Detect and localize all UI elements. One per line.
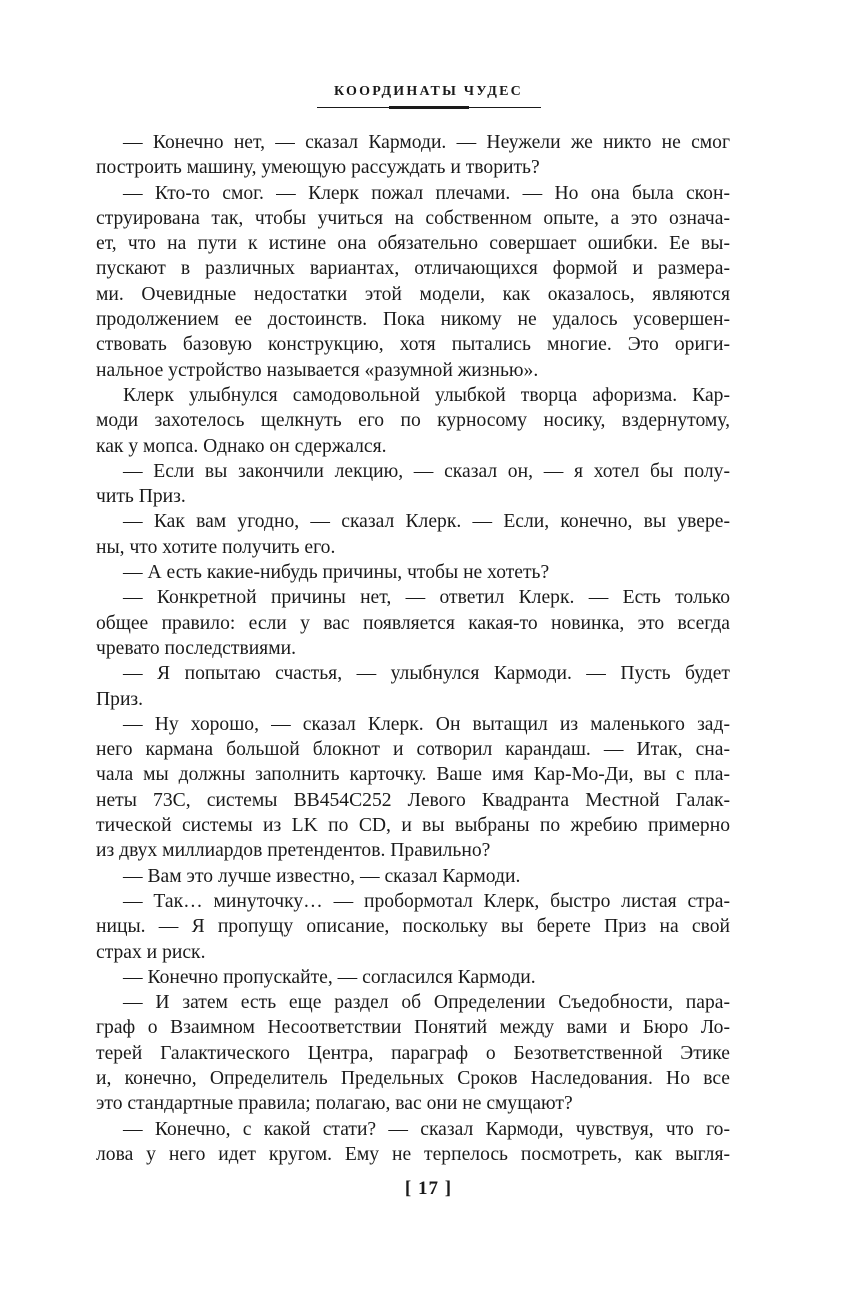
text-line: — Кто-то смог. — Клерк пожал плечами. — Но она была скон- — [123, 182, 730, 204]
text-line: из двух миллиардов претендентов. Правильно? — [96, 840, 491, 862]
text-line: ми. Очевидные недостатки этой модели, как оказалось, являются — [96, 283, 730, 305]
page-number: [ 17 ] — [404, 1178, 453, 1199]
text-line: моди захотелось щелкнуть его по курносому носику, вздернутому, — [96, 410, 730, 432]
running-head-rule-mark — [389, 106, 469, 109]
text-line: него кармана большой блокнот и сотворил карандаш. — Итак, сна- — [96, 739, 730, 761]
text-line: чала мы должны заполнить карточку. Ваше имя Кар-Мо-Ди, вы с пла- — [96, 764, 730, 786]
text-line: терей Галактического Центра, параграф о Безответственной Этике — [96, 1042, 730, 1064]
text-line: пускают в различных вариантах, отличающихся формой и размера- — [96, 258, 730, 280]
text-line: неты 73С, системы ВВ454С252 Левого Квадранта Местной Галак- — [96, 789, 730, 811]
text-line: построить машину, умеющую рассуждать и творить? — [96, 157, 540, 179]
text-line: — Если вы закончили лекцию, — сказал он, — я хотел бы полу- — [123, 460, 730, 482]
text-line: это стандартные правила; полагаю, вас они не смущают? — [96, 1093, 573, 1115]
text-line: и, конечно, Определитель Предельных Сроков Наследования. Но все — [96, 1067, 730, 1089]
text-line: чить Приз. — [96, 486, 186, 508]
text-line: — Конечно пропускайте, — согласился Кармоди. — [123, 966, 536, 988]
text-line: — Конечно, с какой стати? — сказал Кармоди, чувствуя, что го- — [123, 1118, 730, 1140]
text-line: Приз. — [96, 688, 144, 710]
text-line: струирована так, чтобы учиться на собственном опыте, а это означа- — [96, 207, 730, 229]
text-line: — Я попытаю счастья, — улыбнулся Кармоди. — Пусть будет — [123, 663, 730, 685]
text-line: ет, что на пути к истине она обязательно совершает ошибки. Ее вы- — [96, 233, 730, 255]
running-head — [0, 82, 857, 108]
text-line: — Конкретной причины нет, — ответил Клерк. — Есть только — [123, 587, 730, 609]
text-line: ны, что хотите получить его. — [96, 536, 336, 558]
text-line: граф о Взаимном Несоответствии Понятий между вами и Бюро Ло- — [96, 1017, 730, 1039]
text-line: — Так… минуточку… — пробормотал Клерк, быстро листая стра- — [123, 890, 730, 912]
text-line: продолжением ее достоинств. Пока никому не удалось усовершен- — [96, 309, 730, 331]
text-line: — Как вам угодно, — сказал Клерк. — Если, конечно, вы увере- — [123, 511, 730, 533]
text-line: страх и риск. — [96, 941, 206, 963]
text-line: ницы. — Я пропущу описание, поскольку вы берете Приз на свой — [96, 916, 730, 938]
text-line: Клерк улыбнулся самодовольной улыбкой творца афоризма. Кар- — [123, 384, 730, 406]
running-head-title: КООРДИНАТЫ ЧУДЕС — [334, 84, 523, 99]
text-line: лова у него идет кругом. Ему не терпелось посмотреть, как выгля- — [96, 1143, 730, 1165]
text-line: чревато последствиями. — [96, 637, 296, 659]
text-line: — И затем есть еще раздел об Определении Съедобности, пара- — [123, 992, 730, 1014]
text-line: — А есть какие-нибудь причины, чтобы не хотеть? — [123, 562, 550, 584]
running-head-rule — [317, 107, 541, 108]
text-line: — Конечно нет, — сказал Кармоди. — Неужели же никто не смог — [123, 132, 730, 153]
text-line: — Ну хорошо, — сказал Клерк. Он вытащил из маленького зад- — [123, 713, 730, 735]
text-line: нальное устройство называется «разумной жизнью». — [96, 359, 539, 381]
text-line: как у мопса. Однако он сдержался. — [96, 435, 387, 457]
text-line: — Вам это лучше известно, — сказал Кармоди. — [123, 865, 521, 887]
text-line: тической системы из LK по CD, и вы выбраны по жребию примерно — [96, 815, 730, 837]
text-line: общее правило: если у вас появляется какая-то новинка, это всегда — [96, 612, 730, 634]
body-text — [96, 130, 730, 1167]
text-line: ствовать базовую конструкцию, хотя пытались многие. Это ориги- — [96, 334, 730, 356]
